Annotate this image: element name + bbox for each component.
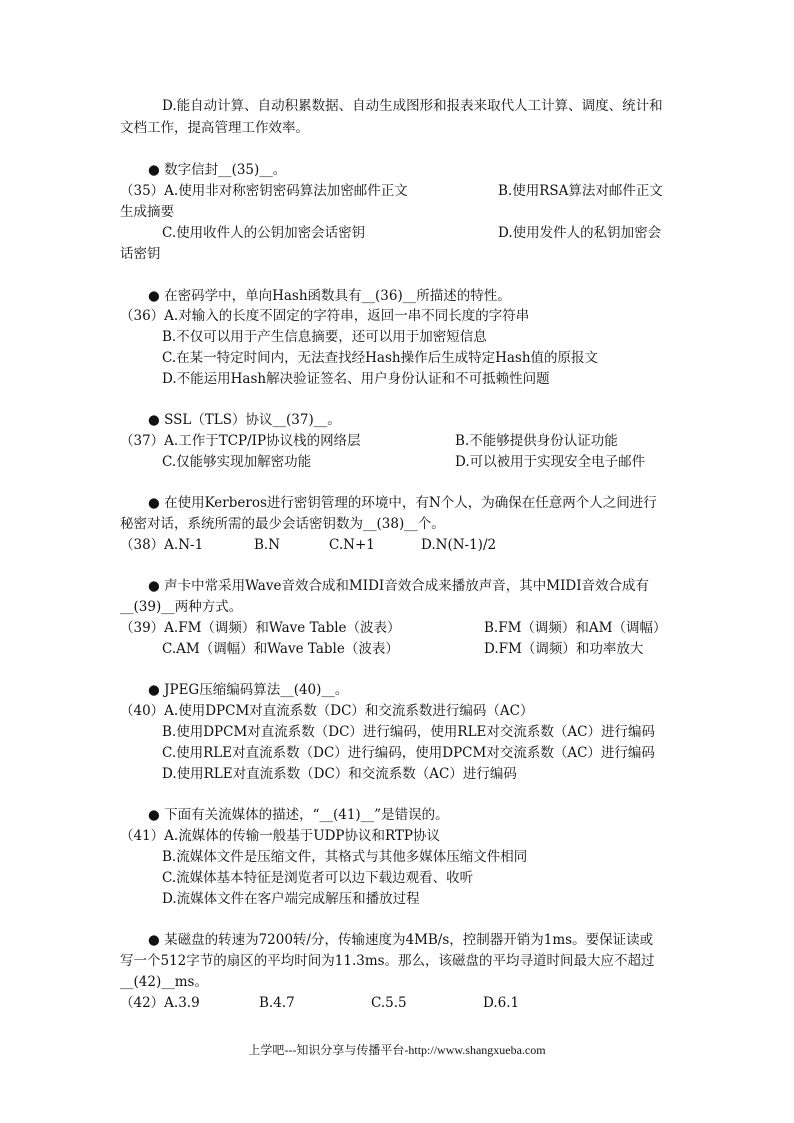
question-40-stem: ● JPEG压缩编码算法__(40)__。: [148, 682, 349, 698]
q35-option-b-cont: 生成摘要: [120, 204, 174, 220]
option-d-text-cont: 文档工作，提高管理工作效率。: [120, 120, 309, 136]
q36-option-d: D.不能运用Hash解决验证签名、用户身份认证和不可抵赖性问题: [162, 371, 550, 387]
q39-option-b: B.FM（调频）和AM（调幅）: [484, 620, 667, 636]
q39-option-d: D.FM（调频）和功率放大: [484, 641, 644, 657]
question-42-stem-cont2: __(42)__ms。: [120, 974, 208, 990]
q35-option-c: C.使用收件人的公钥加密会话密钥: [162, 225, 366, 241]
question-38-stem-cont: 秘密对话，系统所需的最少会话密钥数为__(38)__个。: [120, 516, 445, 532]
q35-option-a: （35）A.使用非对称密钥密码算法加密邮件正文: [120, 183, 408, 199]
q35-option-d: D.使用发件人的私钥加密会: [498, 225, 662, 241]
question-35-stem: ● 数字信封__(35)__。: [148, 162, 287, 178]
q36-option-a: （36）A.对输入的长度不固定的字符串，返回一串不同长度的字符串: [120, 308, 530, 324]
q36-option-c: C.在某一特定时间内，无法查找经Hash操作后生成特定Hash值的原报文: [162, 350, 599, 366]
q41-option-a: （41）A.流媒体的传输一般基于UDP协议和RTP协议: [120, 828, 441, 844]
q41-option-b: B.流媒体文件是压缩文件，其格式与其他多媒体压缩文件相同: [162, 849, 528, 865]
question-39-stem: ● 声卡中常采用Wave音效合成和MIDI音效合成来播放声音，其中MIDI音效合成有: [148, 578, 650, 594]
question-42-stem: ● 某磁盘的转速为7200转/分，传输速度为4MB/s，控制器开销为1ms。要保证读或: [148, 932, 654, 948]
question-42-stem-cont: 写一个512字节的扇区的平均时间为11.3ms。那么，该磁盘的平均寻道时间最大应不超过: [120, 953, 655, 969]
q38-option-b: B.N: [254, 537, 281, 553]
q41-option-d: D.流媒体文件在客户端完成解压和播放过程: [162, 891, 420, 907]
q37-option-c: C.仅能够实现加解密功能: [162, 454, 312, 470]
q39-option-a: （39）A.FM（调频）和Wave Table（波表）: [120, 620, 401, 636]
q40-option-b: B.使用DPCM对直流系数（DC）进行编码，使用RLE对交流系数（AC）进行编码: [162, 724, 655, 740]
q38-option-a: （38）A.N-1: [120, 537, 204, 553]
q38-option-c: C.N+1: [329, 537, 375, 553]
q36-option-b: B.不仅可以用于产生信息摘要，还可以用于加密短信息: [162, 329, 487, 345]
question-36-stem: ● 在密码学中，单向Hash函数具有__(36)__所描述的特性。: [148, 288, 511, 304]
q42-option-a: （42）A.3.9: [120, 995, 200, 1011]
question-39-stem-cont: __(39)__两种方式。: [120, 599, 243, 615]
page-footer: 上学吧---知识分享与传播平台-http://www.shangxueba.com: [248, 1043, 546, 1057]
q37-option-b: B.不能够提供身份认证功能: [455, 433, 618, 449]
q37-option-a: （37）A.工作于TCP/IP协议栈的网络层: [120, 433, 361, 449]
q42-option-d: D.6.1: [483, 995, 520, 1011]
q39-option-c: C.AM（调幅）和Wave Table（波表）: [162, 641, 399, 657]
q35-option-b: B.使用RSA算法对邮件正文: [498, 183, 663, 199]
question-37-stem: ● SSL（TLS）协议__(37)__。: [148, 412, 341, 428]
q40-option-d: D.使用RLE对直流系数（DC）和交流系数（AC）进行编码: [162, 766, 517, 782]
q40-option-a: （40）A.使用DPCM对直流系数（DC）和交流系数进行编码（AC）: [120, 703, 534, 719]
q42-option-b: B.4.7: [259, 995, 295, 1011]
q35-option-d-cont: 话密钥: [120, 246, 161, 262]
q41-option-c: C.流媒体基本特征是浏览者可以边下载边观看、收听: [162, 870, 474, 886]
q42-option-c: C.5.5: [371, 995, 407, 1011]
question-38-stem: ● 在使用Kerberos进行密钥管理的环境中，有N个人，为确保在任意两个人之间进行: [148, 495, 657, 511]
q38-option-d: D.N(N-1)/2: [421, 537, 497, 553]
question-41-stem: ● 下面有关流媒体的描述，“__(41)__”是错误的。: [148, 807, 449, 823]
q40-option-c: C.使用RLE对直流系数（DC）进行编码，使用DPCM对交流系数（AC）进行编码: [162, 745, 655, 761]
q37-option-d: D.可以被用于实现安全电子邮件: [455, 454, 646, 470]
option-d-text: D.能自动计算、自动积累数据、自动生成图形和报表来取代人工计算、调度、统计和: [162, 98, 663, 114]
